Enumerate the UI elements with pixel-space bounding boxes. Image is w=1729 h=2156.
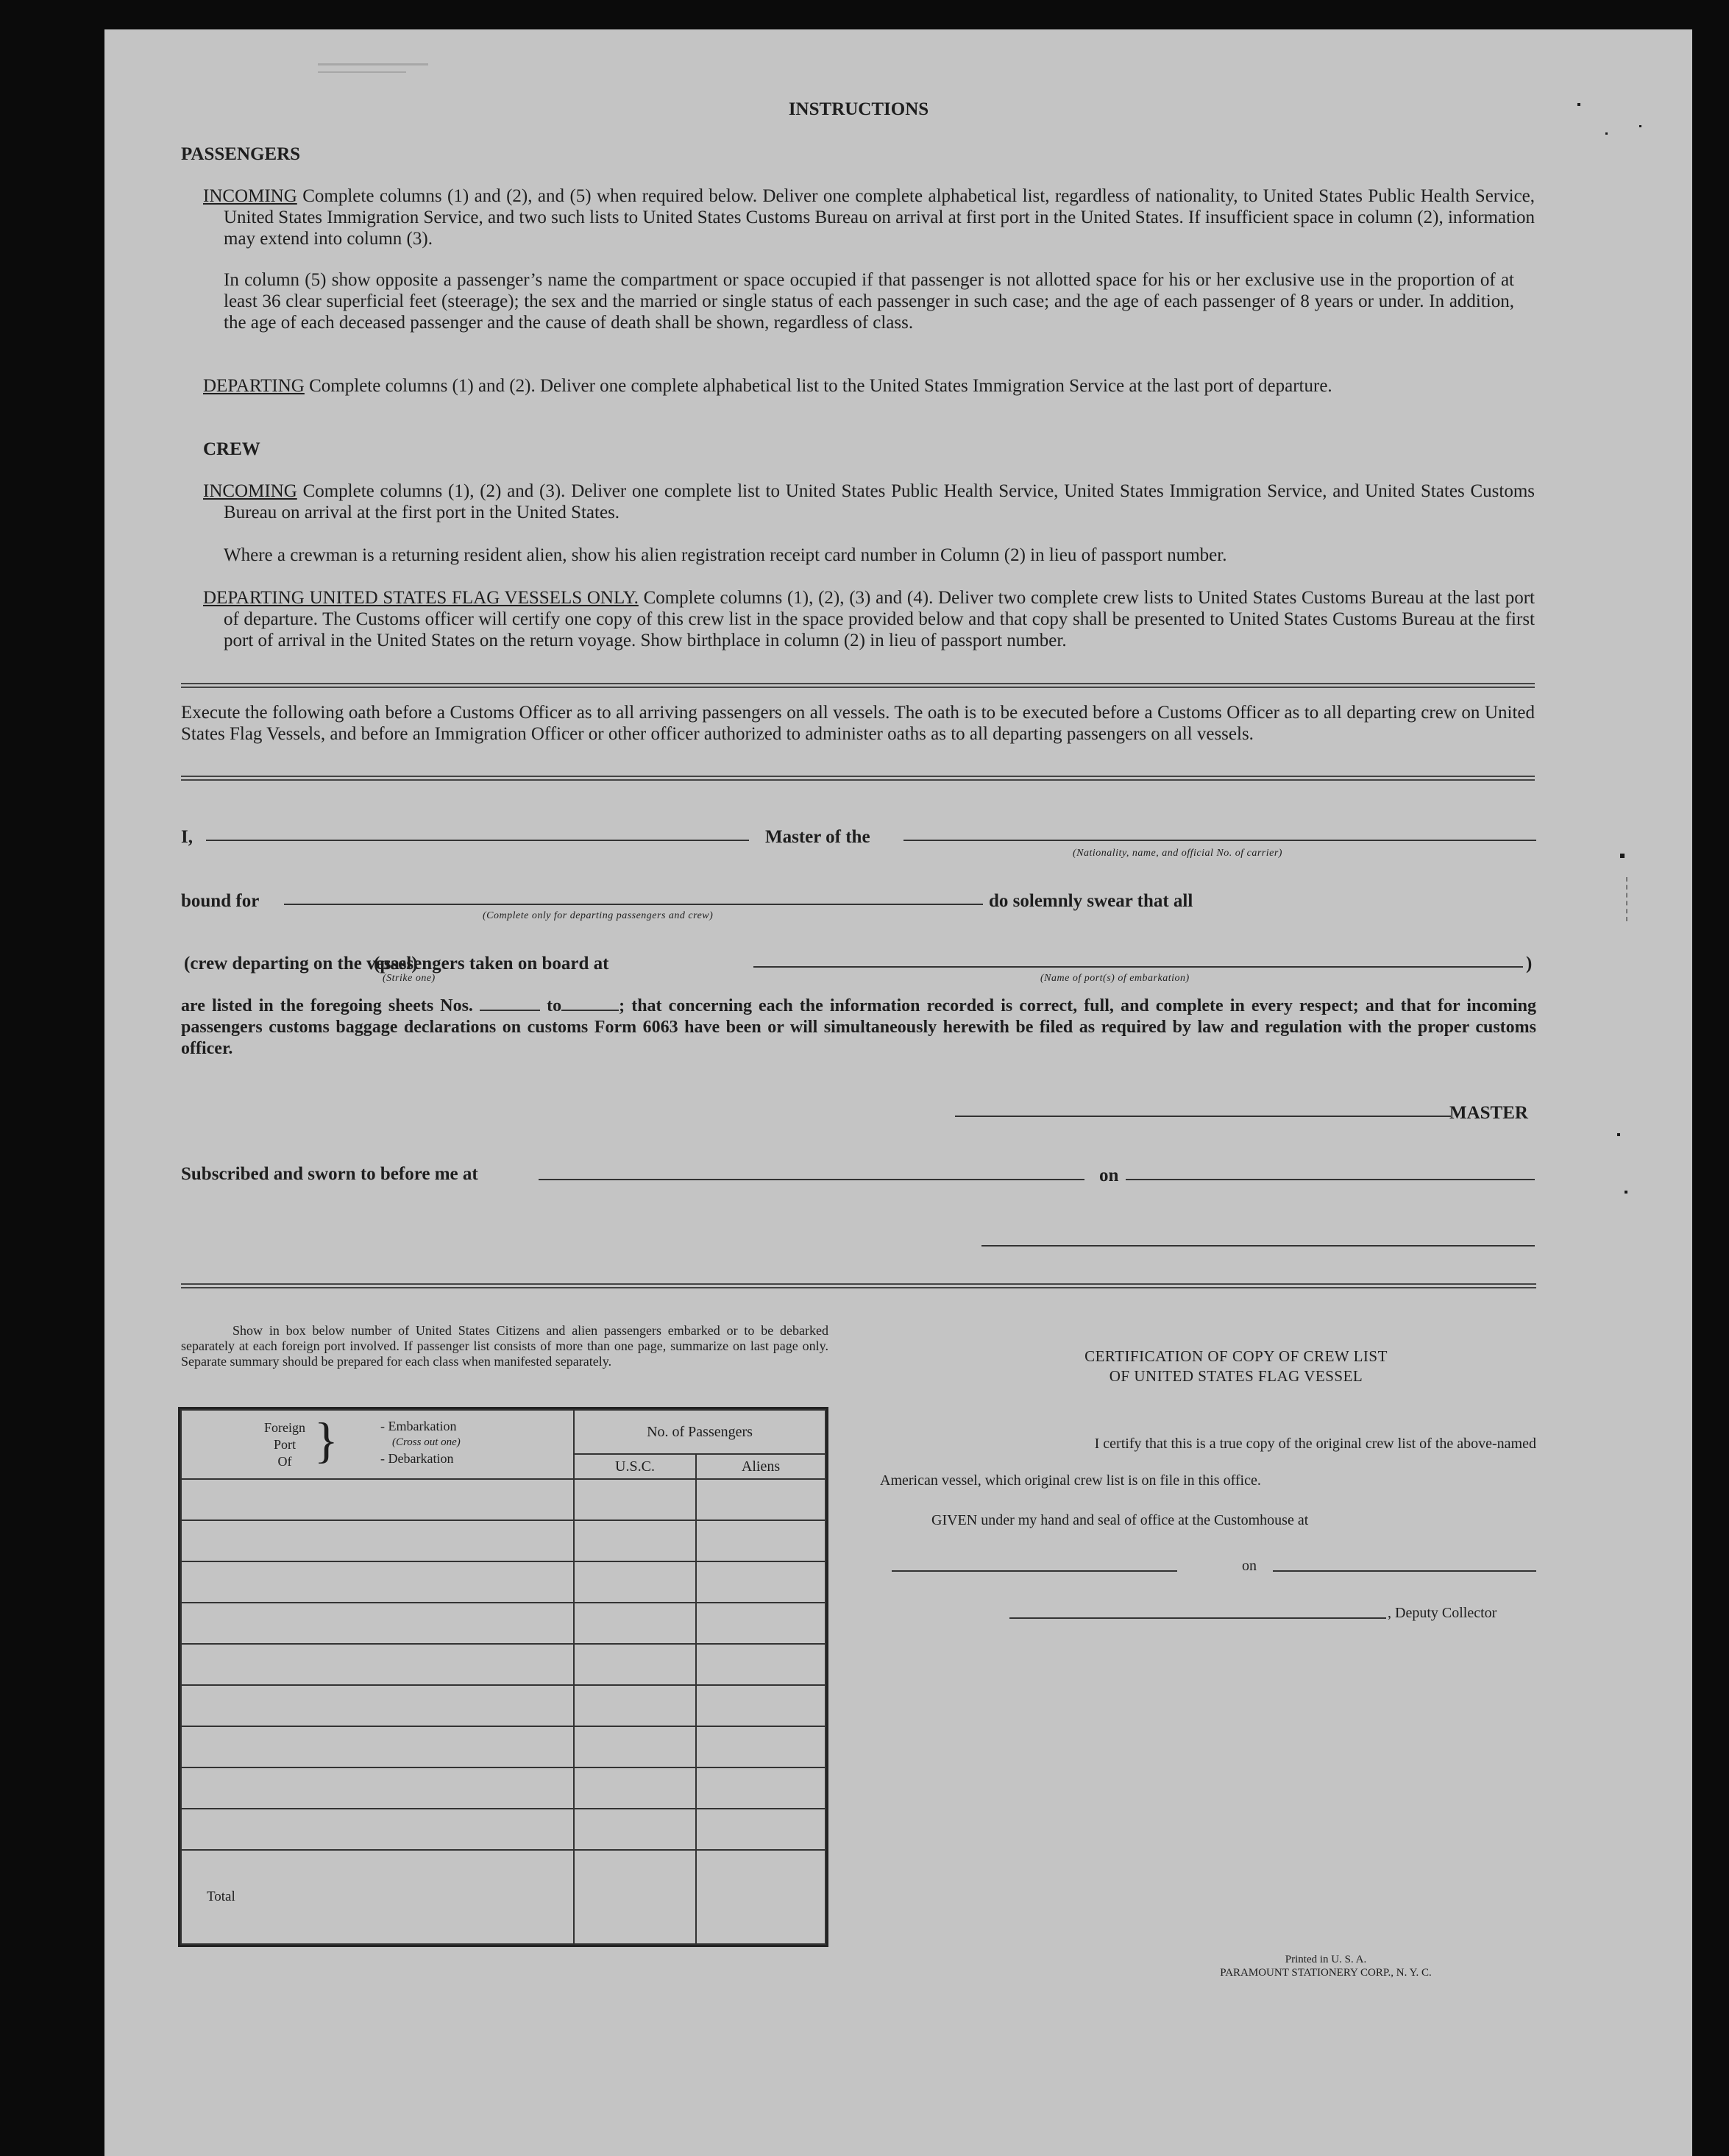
summary-instructions: Show in box below number of United States Citizens and alien passengers embarked or to be debarked separately at each foreign port involved. If passenger list consists of more than one page, summarize on last page only. Separate summary should be prepared for each class when manifested separately. [181,1323,828,1369]
port-cell[interactable] [181,1685,574,1726]
crew-departing-paragraph [203,587,1535,651]
embarkation-port-field[interactable] [753,966,1523,968]
crew-incoming-label: INCOMING [203,481,297,501]
usc-cell[interactable] [574,1685,696,1726]
officer-signature-field[interactable] [981,1245,1535,1247]
listed-prefix: are listed in the foregoing sheets Nos. [181,996,473,1015]
aliens-cell[interactable] [696,1520,826,1561]
passengers-incoming-label: INCOMING [203,186,297,206]
speck [1605,132,1608,135]
certify-line2: American vessel, which original crew list is on file in this office. [880,1472,1261,1489]
foreign-label: Foreign [264,1420,305,1435]
divider [181,1283,1536,1288]
of-label: Of [277,1454,292,1469]
printer-imprint [1157,1953,1495,1979]
speck [1620,854,1625,858]
passengers-taken-option: (passengers taken on board at [374,954,609,974]
port-cell[interactable] [181,1726,574,1767]
speck [1639,125,1641,127]
certification-title-line1: CERTIFICATION OF COPY OF CREW LIST [1084,1347,1388,1365]
certify-line1: I certify that this is a true copy of the original crew list of the above-named [1094,1436,1536,1452]
oath-statement [181,996,1536,1060]
aliens-cell[interactable] [696,1644,826,1685]
deputy-collector-label: , Deputy Collector [1388,1605,1497,1621]
port-label: Port [273,1437,296,1452]
sheet-to-field[interactable] [561,999,619,1011]
table-row [181,1809,826,1850]
aliens-cell[interactable] [696,1685,826,1726]
speck [1577,103,1580,106]
certification-title [1008,1347,1464,1386]
port-cell[interactable] [181,1767,574,1809]
listed-rest: ; that concerning each the information recorded is correct, full, and complete in every respect; and that for incoming passengers customs baggage declarations on customs Form 6063 have been or will simultaneously herewith be filed as required by law and regulation with the proper customs officer. [181,996,1537,1058]
usc-cell[interactable] [574,1561,696,1603]
sworn-on-label: on [1099,1166,1119,1185]
customhouse-field[interactable] [892,1570,1177,1572]
crew-heading: CREW [203,439,260,459]
deputy-collector-signature-field[interactable] [1009,1617,1386,1619]
carrier-field[interactable] [903,840,1536,841]
total-row [181,1850,826,1944]
table-row [181,1726,826,1767]
speck [1625,1191,1627,1194]
table-row [181,1520,826,1561]
master-name-field[interactable] [206,840,749,841]
passenger-summary-table [178,1407,828,1947]
usc-cell[interactable] [574,1520,696,1561]
crew-incoming-paragraph [203,481,1535,523]
total-aliens-cell[interactable] [696,1850,826,1944]
faint-mark [1626,877,1627,921]
crew-departing-option: (crew departing on the vessel) [184,954,418,974]
port-cell[interactable] [181,1809,574,1850]
passengers-departing-paragraph [203,375,1535,397]
bound-for-label: bound for [181,891,260,911]
swear-text: do solemnly swear that all [989,891,1193,911]
sworn-place-field[interactable] [539,1179,1084,1180]
usc-cell[interactable] [574,1644,696,1685]
aliens-cell[interactable] [696,1561,826,1603]
divider [181,683,1535,688]
port-cell[interactable] [181,1520,574,1561]
debarkation-option: - Debarkation [380,1451,454,1466]
usc-cell[interactable] [574,1767,696,1809]
passengers-incoming-paragraph [203,185,1535,249]
port-cell[interactable] [181,1479,574,1520]
strike-one-caption: (Strike one) [383,973,436,984]
bound-for-field[interactable] [284,904,983,905]
certification-title-line2: OF UNITED STATES FLAG VESSEL [1109,1367,1363,1385]
port-cell[interactable] [181,1561,574,1603]
table-row [181,1767,826,1809]
brace: } [314,1412,338,1468]
master-signature-field[interactable] [955,1116,1451,1117]
total-usc-cell[interactable] [574,1850,696,1944]
master-label: MASTER [1449,1103,1528,1123]
carrier-caption: (Nationality, name, and official No. of carrier) [1073,848,1282,859]
port-cell[interactable] [181,1603,574,1644]
printer-line2: PARAMOUNT STATIONERY CORP., N. Y. C. [1220,1967,1432,1979]
subscribed-label: Subscribed and sworn to before me at [181,1164,478,1184]
printer-line1: Printed in U. S. A. [1285,1954,1367,1965]
aliens-cell[interactable] [696,1726,826,1767]
port-cell[interactable] [181,1644,574,1685]
crew-departing-label: DEPARTING UNITED STATES FLAG VESSELS ONLY. [203,588,639,608]
sheet-from-field[interactable] [480,999,540,1011]
bound-for-caption: (Complete only for departing passengers and crew) [483,910,714,921]
oath-i-label: I, [181,827,193,847]
usc-cell[interactable] [574,1726,696,1767]
aliens-cell[interactable] [696,1603,826,1644]
usc-cell[interactable] [574,1479,696,1520]
total-label: Total [181,1850,574,1944]
passengers-incoming-text: Complete columns (1) and (2), and (5) when required below. Deliver one complete alphabetical list, regardless of nationality, to United States Public Health Service, United States Immigration Service, and two such lists to United States Customs Bureau on arrival at first port in the United States. If insufficient space in column (2), information may extend into column (3). [224,186,1535,249]
table-row [181,1685,826,1726]
faint-stamp [318,59,428,81]
divider [181,776,1535,781]
usc-cell[interactable] [574,1809,696,1850]
to-word: to [547,996,562,1015]
crew-resident-paragraph: Where a crewman is a returning resident alien, show his alien registration receipt card number in Column (2) in lieu of passport number. [224,545,1227,565]
form-page [104,29,1692,2156]
given-text: GIVEN under my hand and seal of office at the Customhouse at [931,1512,1309,1528]
port-header [181,1410,574,1479]
table-row [181,1479,826,1520]
certification-on-label: on [1242,1558,1257,1574]
speck [1617,1133,1620,1136]
crew-departing-text: Complete columns (1), (2), (3) and (4). Deliver two complete crew lists to United States Customs Bureau at the last port of departure. The Customs officer will certify one copy of this crew list in the space provided below and that copy shall be presented to United States Customs Bureau at the first port of arrival in the United States on the return voyage. Show birthplace in column (2) in lieu of passport number. [224,588,1535,650]
table-row [181,1644,826,1685]
usc-header: U.S.C. [574,1454,696,1479]
crew-incoming-text: Complete columns (1), (2) and (3). Deliver one complete list to United States Public Health Service, United States Immigration Service, and United States Customs Bureau on arrival at the first port in the United States. [224,481,1535,522]
passengers-column5-paragraph: In column (5) show opposite a passenger’s name the compartment or space occupied if that passenger is not allotted space for his or her exclusive use in the proportion of at least 36 clear superficial feet (steerage); the sex and the married or single status of each passenger in such case; and the age of each passenger of 8 years or under. In addition, the age of each deceased passenger and the cause of death shall be shown, regardless of class. [224,270,1514,333]
usc-cell[interactable] [574,1603,696,1644]
sworn-date-field[interactable] [1126,1179,1535,1180]
aliens-cell[interactable] [696,1767,826,1809]
master-of-the-label: Master of the [765,827,870,847]
cross-out-caption: (Cross out one) [392,1436,461,1448]
page-title: INSTRUCTIONS [788,99,929,119]
table-row [181,1603,826,1644]
close-paren: ) [1526,954,1533,974]
port-caption: (Name of port(s) of embarkation) [1040,973,1190,984]
embarkation-option: - Embarkation [380,1419,457,1433]
table-row [181,1561,826,1603]
passengers-departing-text: Complete columns (1) and (2). Deliver one complete alphabetical list to the United States Immigration Service at the last port of departure. [309,376,1332,396]
no-of-passengers-header: No. of Passengers [574,1410,826,1454]
aliens-header: Aliens [696,1454,826,1479]
passengers-departing-label: DEPARTING [203,376,305,396]
aliens-cell[interactable] [696,1479,826,1520]
aliens-cell[interactable] [696,1809,826,1850]
oath-instructions: Execute the following oath before a Customs Officer as to all arriving passengers on all vessels. The oath is to be executed before a Customs Officer as to all departing crew on United States Flag Vessels, and before an Immigration Officer or other officer authorized to administer oaths as to all departing passengers on all vessels. [181,703,1535,744]
certification-date-field[interactable] [1273,1570,1536,1572]
passengers-heading: PASSENGERS [181,144,301,164]
